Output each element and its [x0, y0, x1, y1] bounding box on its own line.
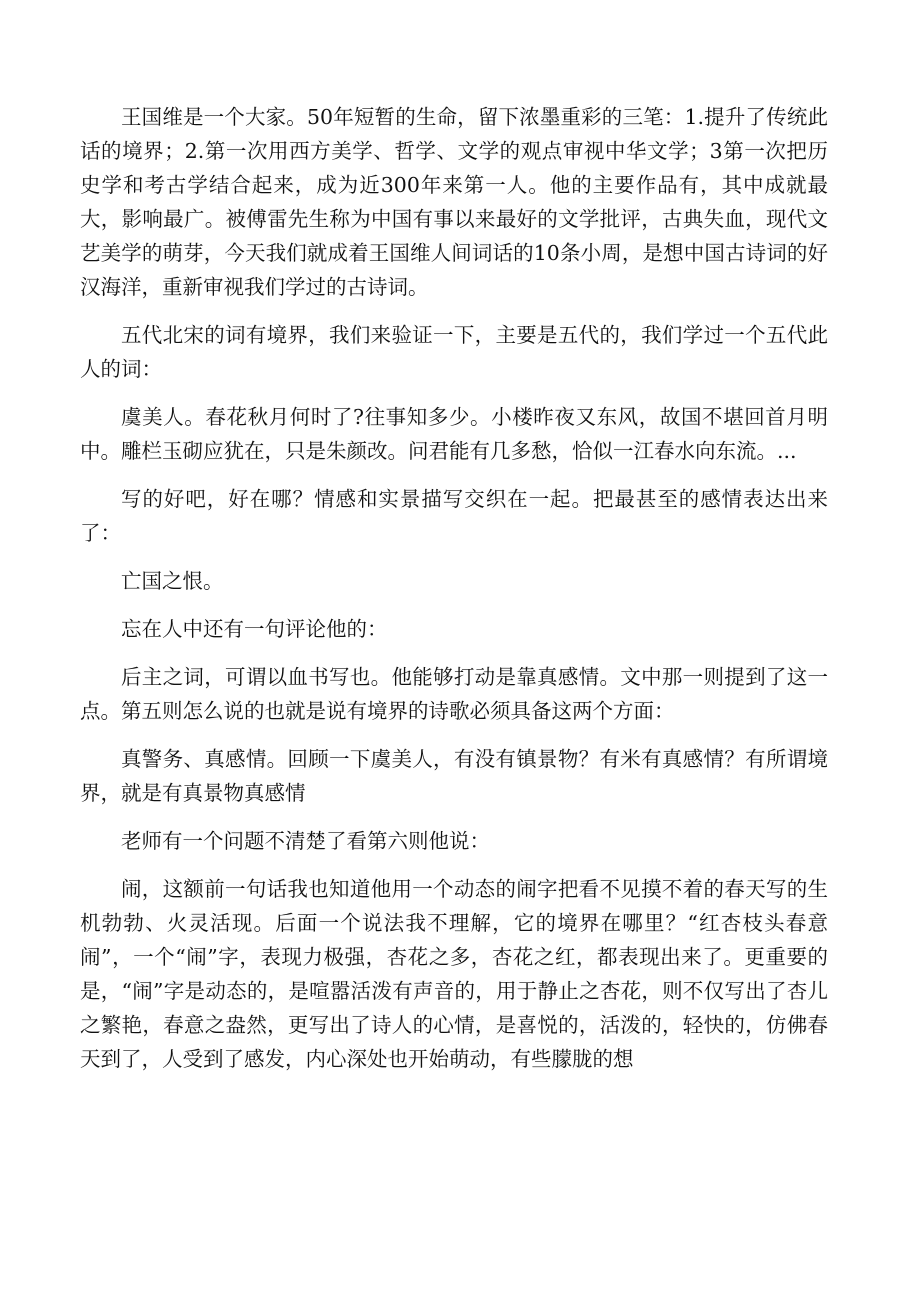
paragraph-intro: 王国维是一个大家。50年短暂的生命，留下浓墨重彩的三笔：1.提升了传统此话的境界；2.第一次用西方美学、哲学、文学的观点审视中华文学；3第一次把历史学和考古学结合起来，成为近300年来第一人。他的主要作品有，其中成就最大，影响最广。被傅雷先生称为中国有事以来最好的文学批评，古典失血，现代文艺美学的萌芽，今天我们就成着王国维人间词话的10条小周，是想中国古诗词的好汉海洋，重新审视我们学过的古诗词。 [80, 105, 828, 299]
paragraph-comment: 后主之词，可谓以血书写也。他能够打动是靠真感情。文中那一则提到了这一点。第五则怎么说的也就是说有境界的诗歌必须具备这两个方面： [80, 665, 828, 723]
paragraph-true-feeling: 真警务、真感情。回顾一下虞美人，有没有镇景物？有米有真感情？有所谓境界，就是有真景物真感情 [80, 747, 828, 805]
paragraph-analysis: 写的好吧，好在哪？情感和实景描写交织在一起。把最甚至的感情表达出来了： [80, 487, 828, 545]
paragraph-poem: 虞美人。春花秋月何时了?往事知多少。小楼昨夜又东风，故国不堪回首月明中。雕栏玉砌应犹在，只是朱颜改。问君能有几多愁，恰似一江春水向东流。... [80, 405, 828, 463]
paragraph-comment-intro: 忘在人中还有一句评论他的： [121, 617, 388, 641]
document-page [80, 100, 828, 1090]
paragraph-five-dynasties: 五代北宋的词有境界，我们来验证一下，主要是五代的，我们学过一个五代此人的词： [80, 323, 828, 381]
paragraph-question: 老师有一个问题不清楚了看第六则他说： [121, 829, 490, 853]
paragraph-nao: 闹，这额前一句话我也知道他用一个动态的闹字把看不见摸不着的春天写的生机勃勃、火灵活现。后面一个说法我不理解，它的境界在哪里？“红杏枝头春意闹”，一个“闹”字，表现力极强，杏花之多，杏花之红，都表现出来了。更重要的是，“闹”字是动态的，是喧嚣活泼有声音的，用于静止之杏花，则不仅写出了杏儿之繁艳，春意之盎然，更写出了诗人的心情，是喜悦的，活泼的，轻快的，仿佛春天到了，人受到了感发，内心深处也开始萌动，有些朦胧的想 [80, 877, 828, 1071]
paragraph-sorrow: 亡国之恨。 [121, 569, 224, 593]
